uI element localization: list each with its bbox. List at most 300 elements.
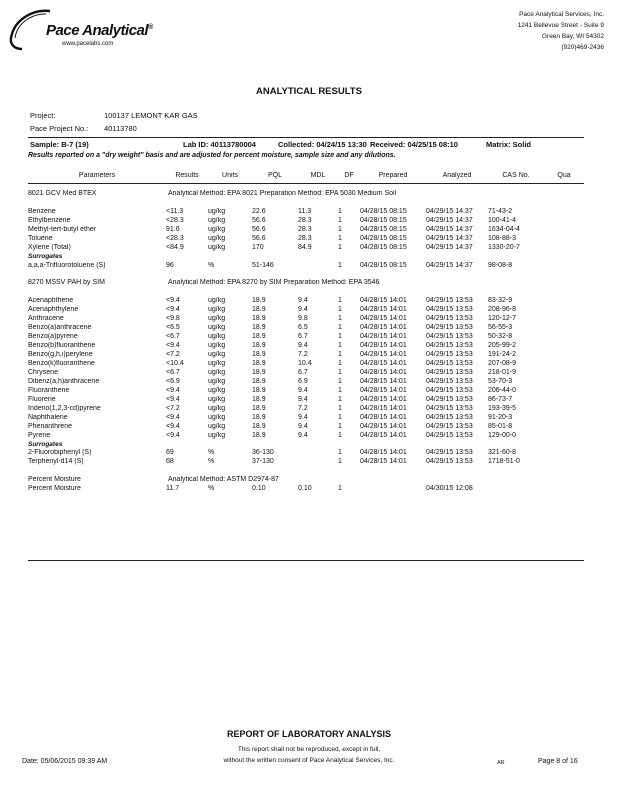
cell-param: Xylene (Total) [28, 243, 71, 251]
cell-unit: ug/kg [208, 386, 226, 394]
cell-param: Dibenz(a,h)anthracene [28, 377, 100, 385]
cell-result: <9.4 [166, 386, 180, 394]
section-name: 8270 MSSV PAH by SIM [28, 279, 105, 287]
column-header: Parameters [78, 172, 116, 179]
cell-param: a,a,a-Trifluorotoluene (S) [28, 261, 106, 269]
cell-param: Anthracene [28, 315, 64, 323]
reproduction-note: This report shall not be reproduced, except in full, [237, 746, 381, 753]
cell-prepared: 04/28/15 14:01 [360, 422, 407, 430]
cell-analyzed: 04/29/15 13:53 [426, 404, 473, 412]
cell-unit: ug/kg [208, 404, 226, 412]
cell-df: 1 [338, 234, 342, 242]
cell-mdl: 9.4 [298, 422, 308, 430]
cell-df: 1 [338, 458, 342, 466]
cell-qualifier [544, 226, 584, 235]
consent-note: without the written consent of Pace Analytical Services, Inc. [223, 757, 395, 764]
cell-cas: 86-73-7 [488, 395, 513, 403]
cell-prepared [360, 485, 426, 494]
cell-analyzed: 04/29/15 14:37 [426, 261, 473, 269]
cell-pql: 37-130 [252, 458, 274, 466]
analyte-row [28, 423, 584, 432]
analyte-row [28, 226, 584, 235]
analyte-row [28, 297, 584, 306]
analyte-row [28, 432, 584, 441]
cell-qualifier [544, 306, 584, 315]
cell-param: Benzo(g,h,i)perylene [28, 351, 93, 358]
cell-qualifier [544, 360, 584, 369]
cell-param: Pyrene [28, 431, 51, 439]
cell-qualifier [544, 414, 584, 423]
cell-prepared: 04/28/15 14:01 [360, 377, 407, 385]
cell-param: Methyl-tert-butyl ether [28, 225, 97, 233]
lab-address: 1241 Bellevue Street - Suite 9 [517, 22, 604, 29]
cell-pql: 18.9 [252, 297, 266, 305]
table-header-row [28, 172, 584, 181]
cell-mdl: 28.3 [298, 234, 312, 242]
cell-result: <7.2 [166, 404, 180, 412]
cell-prepared: 04/28/15 14:01 [360, 386, 407, 394]
column-header: Qua [557, 172, 571, 179]
column-header: CAS No. [502, 172, 530, 179]
cell-prepared: 04/28/15 08:15 [360, 216, 407, 224]
column-header: Analyzed [442, 172, 472, 179]
cell-df: 1 [338, 351, 342, 358]
cell-analyzed: 04/29/15 13:53 [426, 413, 473, 421]
cell-unit: ug/kg [208, 342, 226, 350]
analyte-row [28, 217, 584, 226]
cell-param: Benzo(a)pyrene [28, 333, 78, 341]
analyte-row [28, 351, 584, 360]
cell-mdl: 9.4 [298, 342, 308, 350]
cell-qualifier [544, 458, 584, 467]
cell-cas: 100-41-4 [488, 216, 517, 224]
collected-date: Collected: 04/24/15 13:30 [278, 140, 367, 149]
cell-pql: 18.9 [252, 306, 266, 314]
cell-analyzed: 04/29/15 13:53 [426, 359, 473, 367]
column-header: Results [175, 172, 199, 179]
cell-unit: ug/kg [208, 324, 226, 332]
cell-cas: 1718-51-0 [488, 458, 520, 466]
cell-analyzed: 04/30/15 12:08 [426, 485, 473, 493]
cell-mdl: 7.2 [298, 404, 308, 412]
cell-unit: ug/kg [208, 431, 226, 439]
cell-param: Terphenyl-d14 (S) [28, 458, 84, 466]
spacer-row [28, 199, 584, 208]
cell-unit: ug/kg [208, 234, 226, 242]
cell-prepared: 04/28/15 14:01 [360, 359, 407, 367]
column-header: Prepared [378, 172, 408, 179]
cell-qualifier [544, 333, 584, 342]
cell-unit: ug/kg [208, 306, 226, 314]
cell-result: <84.9 [166, 243, 184, 251]
cell-prepared: 04/28/15 14:01 [360, 315, 407, 323]
cell-qualifier [544, 324, 584, 333]
cell-mdl: 6.7 [298, 333, 308, 341]
cell-df: 1 [338, 207, 342, 215]
cell-df: 1 [338, 243, 342, 251]
cell-pql: 18.9 [252, 431, 266, 439]
cell-unit: ug/kg [208, 351, 226, 358]
cell-qualifier [544, 423, 584, 432]
spacer-cell [28, 199, 584, 208]
spacer-row [28, 270, 584, 279]
cell-analyzed: 04/29/15 13:53 [426, 351, 473, 358]
cell-prepared: 04/28/15 14:01 [360, 297, 407, 305]
cell-cas: 208-96-8 [488, 306, 517, 314]
cell-param: Benzene [28, 207, 56, 215]
cell-result: <28.3 [166, 216, 184, 224]
cell-df: 1 [338, 261, 342, 269]
cell-analyzed: 04/29/15 14:37 [426, 207, 473, 215]
lab-id: Lab ID: 40113780004 [183, 140, 256, 149]
cell-analyzed: 04/29/15 13:53 [426, 342, 473, 350]
pace-logo-text: Pace Analytical® [46, 22, 153, 39]
lab-company: Pace Analytical Services, Inc. [519, 11, 604, 18]
cell-analyzed: 04/29/15 13:53 [426, 386, 473, 394]
initials: AR [497, 760, 505, 766]
analyte-row [28, 405, 584, 414]
cell-analyzed: 04/29/15 14:37 [426, 225, 473, 233]
cell-cas [488, 485, 544, 494]
analyte-row [28, 306, 584, 315]
cell-pql: 18.9 [252, 333, 266, 341]
cell-qualifier [544, 244, 584, 253]
cell-unit: ug/kg [208, 225, 226, 233]
cell-pql: 18.9 [252, 351, 266, 358]
cell-qualifier [544, 297, 584, 306]
cell-pql: 18.9 [252, 359, 266, 367]
cell-param: 2-Fluorobiphenyl (S) [28, 449, 92, 457]
cell-param: Toluene [28, 234, 53, 242]
column-header: PQL [267, 172, 282, 179]
spacer-cell [28, 181, 584, 190]
cell-mdl: 9.4 [298, 297, 308, 305]
cell-cas: 207-08-9 [488, 359, 517, 367]
spacer-cell [28, 270, 584, 279]
cell-prepared: 04/28/15 08:15 [360, 243, 407, 251]
cell-unit: ug/kg [208, 297, 226, 305]
cell-df: 1 [338, 422, 342, 430]
cell-cas: 205-99-2 [488, 342, 517, 350]
cell-qualifier [544, 485, 584, 494]
section-name: Percent Moisture [28, 476, 81, 484]
lab-website: www.pacelabs.com [62, 41, 114, 47]
cell-df: 1 [338, 333, 342, 341]
column-header: DF [344, 172, 354, 179]
cell-pql: 18.9 [252, 368, 266, 376]
analyte-row [28, 315, 584, 324]
cell-prepared: 04/28/15 08:15 [360, 207, 407, 215]
cell-prepared: 04/28/15 14:01 [360, 449, 407, 457]
cell-pql: 56.6 [252, 216, 266, 224]
analyte-row [28, 485, 584, 494]
cell-df: 1 [338, 377, 342, 385]
cell-result: <6.7 [166, 333, 180, 341]
cell-result: <6.7 [166, 368, 180, 376]
cell-unit: % [208, 458, 215, 466]
cell-cas: 1634-04-4 [488, 225, 520, 233]
analyte-row [28, 342, 584, 351]
cell-result: <9.4 [166, 306, 180, 314]
section-header-row [28, 190, 584, 199]
cell-param: Naphthalene [28, 413, 68, 421]
analyte-row [28, 369, 584, 378]
cell-prepared: 04/28/15 08:15 [360, 225, 407, 233]
section-method: Analytical Method: EPA 8021 Preparation Method: EPA 5030 Medium Soil [168, 189, 397, 197]
cell-mdl: 10.4 [298, 359, 312, 367]
section-header-row [28, 476, 584, 485]
cell-pql: 18.9 [252, 377, 266, 385]
report-date: Date: 05/06/2015 09:39 AM [22, 758, 108, 765]
section-header-row [28, 279, 584, 288]
cell-mdl: 9.4 [298, 395, 308, 403]
analyte-row [28, 235, 584, 244]
matrix: Matrix: Solid [486, 140, 532, 149]
column-header: MDL [310, 172, 326, 179]
cell-unit: ug/kg [208, 368, 226, 376]
cell-unit: ug/kg [208, 315, 226, 323]
received-date: Received: 04/25/15 08:10 [370, 140, 458, 149]
cell-analyzed: 04/29/15 13:53 [426, 395, 473, 403]
cell-param: Acenaphthene [28, 297, 74, 305]
cell-qualifier [544, 235, 584, 244]
analyte-row [28, 414, 584, 423]
cell-qualifier [544, 378, 584, 387]
surrogates-label: Surrogates [28, 440, 63, 448]
cell-cas: 56-55-3 [488, 324, 513, 332]
cell-df: 1 [338, 342, 342, 350]
cell-prepared: 04/28/15 14:01 [360, 413, 407, 421]
cell-result: <6.9 [166, 377, 180, 385]
cell-pql: 170 [252, 243, 264, 251]
page-number: Page 8 of 16 [538, 758, 578, 765]
cell-cas: 91-20-3 [488, 413, 513, 421]
cell-pql: 18.9 [252, 386, 266, 394]
cell-unit: % [208, 485, 215, 493]
cell-result: <10.4 [166, 359, 184, 367]
cell-pql: 18.9 [252, 324, 266, 332]
spacer-row [28, 467, 584, 476]
surrogates-label-row [28, 441, 584, 450]
cell-qualifier [544, 405, 584, 414]
spacer-row [28, 288, 584, 297]
cell-prepared: 04/28/15 14:01 [360, 324, 407, 332]
cell-param: Indeno(1,2,3-cd)pyrene [28, 404, 101, 412]
cell-cas: 120-12-7 [488, 315, 517, 323]
cell-cas: 53-70-3 [488, 377, 513, 385]
surrogate-row [28, 458, 584, 467]
cell-mdl: 28.3 [298, 216, 312, 224]
cell-mdl: 9.4 [298, 306, 308, 314]
cell-result: 11.7 [166, 485, 180, 493]
cell-unit: ug/kg [208, 243, 226, 251]
project-label: Project: [30, 111, 56, 120]
cell-prepared: 04/28/15 14:01 [360, 342, 407, 350]
cell-qualifier [544, 315, 584, 324]
cell-result: <9.4 [166, 431, 180, 439]
cell-qualifier [544, 449, 584, 458]
cell-analyzed: 04/29/15 13:53 [426, 431, 473, 439]
cell-qualifier [544, 396, 584, 405]
cell-mdl: 28.3 [298, 225, 312, 233]
cell-cas: 108-88-3 [488, 234, 517, 242]
column-header: Units [222, 172, 238, 179]
cell-pql: 56.6 [252, 234, 266, 242]
analyte-row [28, 333, 584, 342]
report-title: REPORT OF LABORATORY ANALYSIS [226, 729, 392, 739]
cell-pql: 22.6 [252, 207, 266, 215]
cell-df: 1 [338, 315, 342, 323]
divider [28, 137, 584, 138]
cell-prepared: 04/28/15 14:01 [360, 368, 407, 376]
cell-mdl: 84.9 [298, 243, 312, 251]
cell-qualifier [544, 208, 584, 217]
cell-param: Benzo(b)fluoranthene [28, 342, 96, 350]
cell-mdl: 7.2 [298, 351, 308, 358]
cell-analyzed: 04/29/15 13:53 [426, 377, 473, 385]
cell-df: 1 [338, 449, 342, 457]
cell-unit: ug/kg [208, 395, 226, 403]
cell-df: 1 [338, 368, 342, 376]
project-value: 100137 LEMONT KAR GAS [104, 111, 198, 120]
cell-cas: 85-01-8 [488, 422, 513, 430]
cell-prepared: 04/28/15 14:01 [360, 333, 407, 341]
cell-mdl: 9.4 [298, 413, 308, 421]
cell-mdl [298, 458, 338, 467]
cell-df: 1 [338, 386, 342, 394]
cell-param: Fluorene [28, 395, 56, 403]
cell-pql: 18.9 [252, 342, 266, 350]
cell-df: 1 [338, 395, 342, 403]
cell-cas: 98-08-8 [488, 261, 513, 269]
cell-prepared: 04/28/15 14:01 [360, 306, 407, 314]
cell-analyzed: 04/29/15 13:53 [426, 306, 473, 314]
cell-result: <11.3 [166, 207, 184, 215]
cell-analyzed: 04/29/15 14:37 [426, 243, 473, 251]
cell-param: Acenaphthylene [28, 306, 79, 314]
cell-result: <7.2 [166, 351, 180, 358]
cell-result: <9.4 [166, 422, 180, 430]
page-title: ANALYTICAL RESULTS [256, 86, 362, 97]
cell-mdl: 6.7 [298, 368, 308, 376]
cell-prepared: 04/28/15 14:01 [360, 395, 407, 403]
results-table [28, 172, 584, 494]
cell-result: 68 [166, 458, 174, 466]
cell-result: 91.6 [166, 225, 180, 233]
cell-unit: ug/kg [208, 207, 226, 215]
cell-mdl [298, 262, 338, 271]
section-method: Analytical Method: EPA 8270 by SIM Preparation Method: EPA 3546 [168, 279, 380, 287]
cell-result: <9.4 [166, 395, 180, 403]
cell-df: 1 [338, 297, 342, 305]
cell-analyzed: 04/29/15 13:53 [426, 297, 473, 305]
cell-cas: 321-60-8 [488, 449, 517, 457]
cell-pql: 18.9 [252, 315, 266, 323]
cell-cas: 1330-20-7 [488, 243, 520, 251]
cell-qualifier [544, 369, 584, 378]
cell-df: 1 [338, 324, 342, 332]
cell-cas: 71-43-2 [488, 207, 513, 215]
sample-id: Sample: B-7 (19) [30, 140, 89, 149]
cell-pql: 18.9 [252, 395, 266, 403]
cell-pql: 36-130 [252, 449, 274, 457]
cell-df: 1 [338, 225, 342, 233]
cell-df: 1 [338, 404, 342, 412]
cell-mdl: 0.10 [298, 485, 312, 493]
cell-prepared: 04/28/15 08:15 [360, 261, 407, 269]
cell-param: Phenanthrene [28, 422, 72, 430]
table-bottom-divider [28, 560, 584, 561]
cell-result: <9.4 [166, 413, 180, 421]
cell-cas: 218-01-9 [488, 368, 517, 376]
cell-analyzed: 04/29/15 13:53 [426, 368, 473, 376]
cell-mdl [298, 449, 338, 458]
cell-result: <28.3 [166, 234, 184, 242]
surrogates-label: Surrogates [28, 252, 63, 260]
cell-param: Percent Moisture [28, 485, 81, 493]
cell-df: 1 [338, 216, 342, 224]
cell-param: Ethylbenzene [28, 216, 71, 224]
cell-mdl: 11.3 [298, 207, 312, 215]
cell-prepared: 04/28/15 08:15 [360, 234, 407, 242]
cell-analyzed: 04/29/15 13:53 [426, 315, 473, 323]
cell-cas: 50-32-8 [488, 333, 513, 341]
cell-unit: % [208, 449, 215, 457]
cell-qualifier [544, 432, 584, 441]
cell-unit: ug/kg [208, 216, 226, 224]
cell-unit: ug/kg [208, 359, 226, 367]
analyte-row [28, 396, 584, 405]
cell-param: Fluoranthene [28, 386, 70, 394]
spacer-row [28, 181, 584, 190]
analyte-row [28, 324, 584, 333]
pace-project-label: Pace Project No.: [30, 124, 89, 133]
cell-pql: 18.9 [252, 404, 266, 412]
cell-prepared: 04/28/15 14:01 [360, 404, 407, 412]
surrogate-row [28, 449, 584, 458]
cell-df: 1 [338, 431, 342, 439]
cell-qualifier [544, 217, 584, 226]
spacer-cell [28, 288, 584, 297]
cell-analyzed: 04/29/15 13:53 [426, 422, 473, 430]
cell-cas: 191-24-2 [488, 351, 517, 358]
lab-phone: (920)469-2436 [561, 44, 604, 51]
surrogates-label-row [28, 253, 584, 262]
cell-cas: 206-44-0 [488, 386, 517, 394]
cell-analyzed: 04/29/15 13:53 [426, 333, 473, 341]
pace-project-value: 40113780 [104, 124, 137, 133]
cell-qualifier [544, 262, 584, 271]
cell-result: 96 [166, 261, 174, 269]
cell-pql: 18.9 [252, 413, 266, 421]
cell-unit: % [208, 261, 215, 269]
cell-analyzed: 04/29/15 13:53 [426, 449, 473, 457]
cell-param: Benzo(k)fluoranthene [28, 359, 95, 367]
cell-analyzed: 04/29/15 14:37 [426, 234, 473, 242]
cell-cas: 129-00-0 [488, 431, 517, 439]
cell-pql: 0.10 [252, 485, 266, 493]
cell-qualifier [544, 342, 584, 351]
cell-pql: 51-146 [252, 261, 274, 269]
lab-city: Green Bay, WI 54302 [541, 33, 604, 40]
cell-cas: 83-32-9 [488, 297, 513, 305]
cell-mdl: 6.9 [298, 377, 308, 385]
surrogate-row [28, 262, 584, 271]
cell-df: 1 [338, 413, 342, 421]
cell-analyzed: 04/29/15 13:53 [426, 458, 473, 466]
cell-param: Benzo(a)anthracene [28, 324, 92, 332]
cell-result: <9.8 [166, 315, 180, 323]
